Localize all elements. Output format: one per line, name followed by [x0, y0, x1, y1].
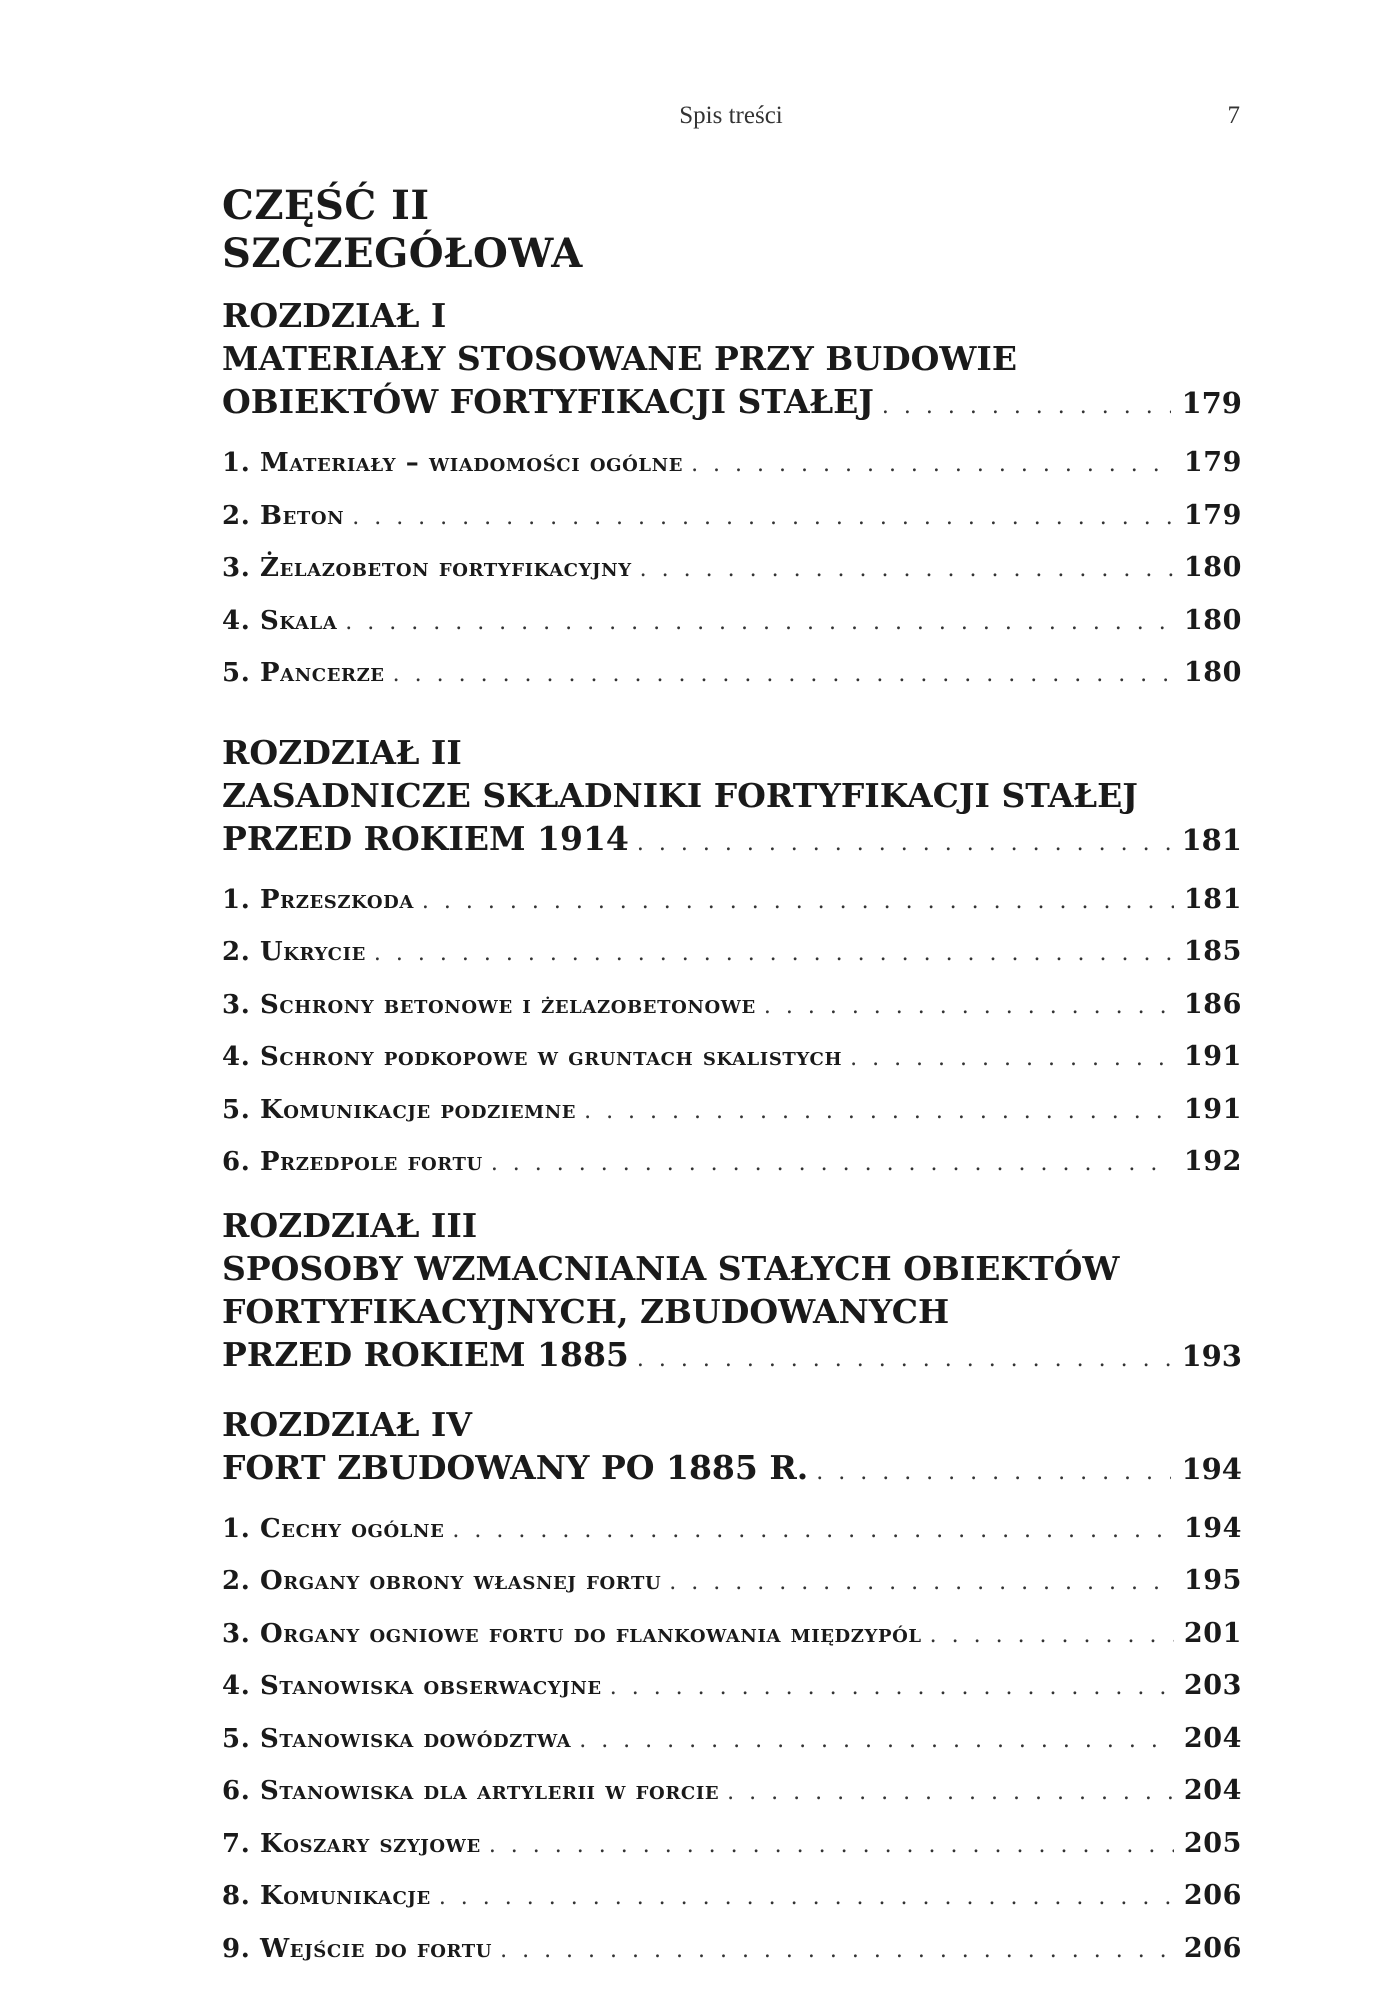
toc-entry-page: 181	[1183, 883, 1242, 915]
dot-leader	[489, 1821, 1174, 1872]
spacer	[222, 1190, 1242, 1204]
toc-entry-page: 191	[1183, 1093, 1242, 1125]
toc-entry[interactable]	[222, 1085, 1242, 1138]
toc-entry-label: 5. Pancerze	[222, 658, 385, 688]
toc-entry-label: 1. Materiały – wiadomości ogólne	[222, 448, 684, 478]
dot-leader	[491, 1139, 1174, 1190]
chapter-heading-line: ROZDZIAŁ II	[222, 732, 462, 772]
chapter-heading-line: FORT ZBUDOWANY PO 1885 R.	[222, 1447, 809, 1487]
chapter-heading-last-line	[222, 380, 1242, 428]
dot-leader	[882, 385, 1172, 428]
toc-entry-label: 4. Schrony podkopowe w gruntach skalistych	[222, 1042, 843, 1072]
toc-entry-label: 5. Stanowiska dowództwa	[222, 1723, 572, 1754]
chapter-heading-line: ROZDZIAŁ IV	[222, 1404, 472, 1444]
toc-entry-label: 9. Wejście do fortu	[222, 1933, 493, 1964]
part-title-line: CZĘŚĆ II	[222, 182, 430, 229]
chapter-2	[222, 731, 1242, 1190]
toc-entry-label: 1. Przeszkoda	[222, 884, 414, 915]
toc-entry[interactable]	[222, 927, 1242, 980]
chapter-heading-line: OBIEKTÓW FORTYFIKACJI STAŁEJ	[222, 382, 874, 421]
chapter-heading-line: PRZED ROKIEM 1914	[222, 818, 629, 858]
dot-leader	[584, 1087, 1174, 1138]
part-title-line: SZCZEGÓŁOWA	[222, 230, 583, 277]
chapter-page-number: 181	[1181, 822, 1242, 857]
toc-entry[interactable]	[222, 980, 1242, 1033]
page-number: 7	[1227, 102, 1240, 129]
toc-entry-page: 203	[1183, 1670, 1242, 1701]
chapter-heading-line: MATERIAŁY STOSOWANE PRZY BUDOWIE	[222, 339, 1017, 378]
chapter-3	[222, 1204, 1242, 1381]
toc-entry-label: 3. Schrony betonowe i żelazobetonowe	[222, 989, 756, 1020]
toc-entry-page: 185	[1183, 936, 1242, 967]
chapter-heading-line: ZASADNICZE SKŁADNIKI FORTYFIKACJI STAŁEJ	[222, 775, 1138, 815]
toc-entry[interactable]	[222, 1714, 1242, 1767]
toc-entry-label: 7. Koszary szyjowe	[222, 1828, 481, 1859]
toc-entry[interactable]	[222, 1609, 1242, 1662]
toc-entry-page: 201	[1183, 1617, 1242, 1649]
dot-leader	[691, 440, 1174, 491]
toc-entry-page: 204	[1183, 1775, 1242, 1806]
toc-entry-label: 8. Komunikacje	[222, 1881, 431, 1911]
dot-leader	[764, 982, 1174, 1033]
toc-entry[interactable]	[222, 1924, 1242, 1977]
chapter-heading-last-line	[222, 817, 1242, 865]
dot-leader	[452, 1506, 1173, 1557]
toc-entry[interactable]	[222, 1556, 1242, 1609]
chapter-heading-line: FORTYFIKACYJNYCH, ZBUDOWANYCH	[222, 1291, 950, 1331]
spacer	[222, 1381, 1242, 1403]
chapter-heading	[222, 294, 1242, 428]
chapter-heading-last-line	[222, 1333, 1242, 1381]
toc-entry-page: 191	[1183, 1041, 1242, 1072]
part-title	[222, 182, 1242, 278]
toc-entry[interactable]	[222, 1819, 1242, 1872]
dot-leader	[345, 598, 1174, 649]
toc-entry[interactable]	[222, 1766, 1242, 1819]
toc-entry-label: 6. Stanowiska dla artylerii w forcie	[222, 1776, 720, 1806]
toc-entry[interactable]	[222, 1871, 1242, 1924]
chapter-heading-line: PRZED ROKIEM 1885	[222, 1334, 629, 1374]
toc-entry-page: 194	[1183, 1512, 1242, 1544]
chapter-heading	[222, 1204, 1242, 1381]
dot-leader	[579, 1716, 1174, 1767]
toc-entry-page: 180	[1183, 552, 1242, 583]
running-header	[222, 102, 1240, 138]
chapter-heading-line: SPOSOBY WZMACNIANIA STAŁYCH OBIEKTÓW	[222, 1248, 1120, 1288]
chapter-heading-last-line	[222, 1446, 1242, 1494]
toc-entry[interactable]	[222, 491, 1242, 544]
toc-entry-page: 192	[1183, 1146, 1242, 1177]
toc-entry-page: 186	[1183, 988, 1242, 1020]
chapter-entries	[222, 1504, 1242, 1977]
dot-leader	[352, 493, 1174, 544]
dot-leader	[816, 1451, 1171, 1494]
chapter-entries	[222, 875, 1242, 1190]
toc-entry[interactable]	[222, 648, 1242, 701]
toc-entry-label: 3. Żelazobeton fortyfikacyjny	[222, 553, 632, 583]
chapter-entries	[222, 438, 1242, 701]
toc-entry-page: 195	[1183, 1565, 1242, 1596]
table-of-contents	[222, 182, 1242, 1976]
toc-entry[interactable]	[222, 875, 1242, 928]
chapter-heading-line: ROZDZIAŁ I	[222, 296, 447, 335]
toc-entry[interactable]	[222, 1661, 1242, 1714]
dot-leader	[930, 1611, 1174, 1662]
dot-leader	[422, 877, 1174, 928]
toc-entry[interactable]	[222, 1032, 1242, 1085]
dot-leader	[393, 650, 1174, 701]
toc-entry-label: 2. Organy obrony własnej fortu	[222, 1566, 662, 1596]
toc-entry[interactable]	[222, 438, 1242, 491]
dot-leader	[610, 1663, 1174, 1714]
toc-entry-label: 5. Komunikacje podziemne	[222, 1094, 577, 1125]
toc-entry-label: 2. Ukrycie	[222, 937, 366, 967]
dot-leader	[669, 1558, 1174, 1609]
toc-entry[interactable]	[222, 596, 1242, 649]
running-header-title: Spis treści	[679, 102, 783, 129]
chapter-heading-line: ROZDZIAŁ III	[222, 1205, 478, 1245]
toc-entry[interactable]	[222, 543, 1242, 596]
chapter-heading	[222, 731, 1242, 865]
dot-leader	[850, 1034, 1174, 1085]
dot-leader	[374, 929, 1174, 980]
toc-entry-page: 180	[1183, 657, 1242, 688]
toc-entry[interactable]	[222, 1137, 1242, 1190]
toc-entry-page: 180	[1183, 604, 1242, 636]
dot-leader	[637, 822, 1172, 865]
toc-entry-page: 206	[1183, 1932, 1242, 1964]
chapter-4	[222, 1403, 1242, 1977]
toc-entry-label: 3. Organy ogniowe fortu do flankowania międzypól	[222, 1618, 922, 1649]
toc-entry-label: 6. Przedpole fortu	[222, 1147, 483, 1177]
toc-entry-label: 4. Stanowiska obserwacyjne	[222, 1671, 602, 1701]
toc-entry[interactable]	[222, 1504, 1242, 1557]
chapter-page-number: 194	[1181, 1451, 1242, 1486]
dot-leader	[640, 545, 1174, 596]
toc-entry-page: 179	[1183, 447, 1242, 478]
dot-leader	[727, 1768, 1174, 1819]
chapter-heading	[222, 1403, 1242, 1494]
dot-leader	[439, 1873, 1174, 1924]
toc-entry-label: 1. Cechy ogólne	[222, 1513, 445, 1544]
spacer	[222, 701, 1242, 731]
toc-entry-label: 4. Skala	[222, 605, 338, 636]
toc-entry-page: 206	[1183, 1880, 1242, 1911]
chapter-1	[222, 294, 1242, 701]
chapter-page-number: 179	[1181, 386, 1242, 420]
toc-entry-page: 179	[1183, 499, 1242, 531]
toc-entry-page: 204	[1183, 1722, 1242, 1754]
toc-entry-page: 205	[1183, 1827, 1242, 1859]
dot-leader	[637, 1338, 1172, 1381]
dot-leader	[500, 1926, 1174, 1977]
chapter-page-number: 193	[1181, 1338, 1242, 1373]
toc-entry-label: 2. Beton	[222, 500, 345, 531]
